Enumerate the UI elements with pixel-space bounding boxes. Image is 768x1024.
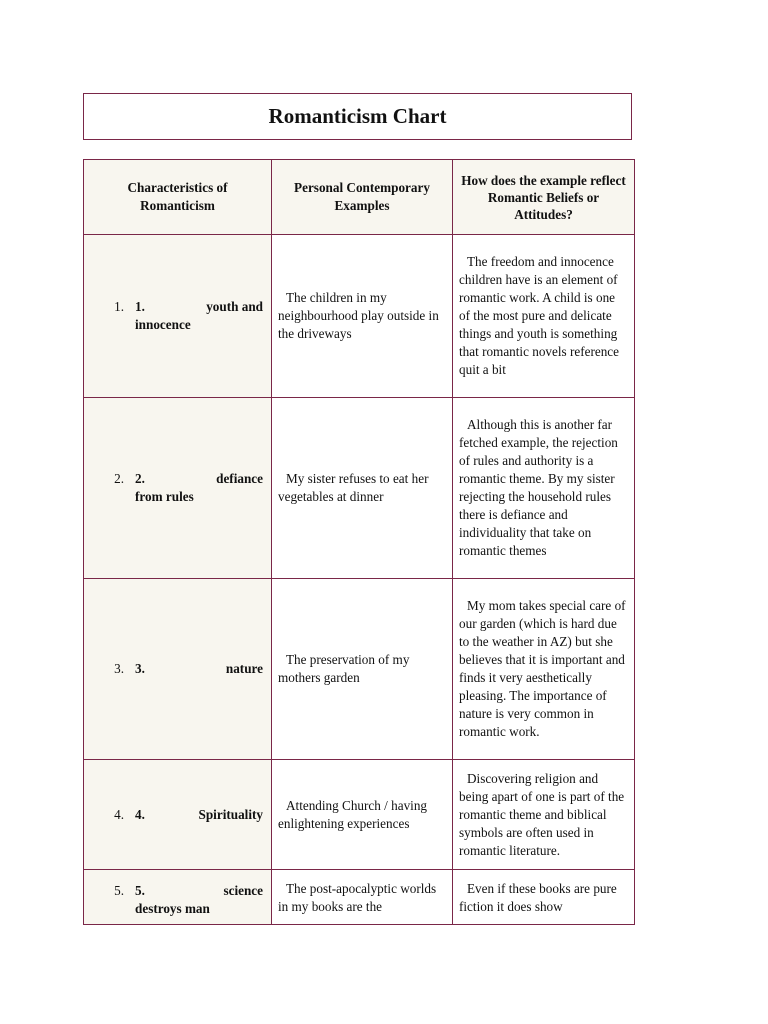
characteristic-first: nature	[225, 661, 263, 676]
item-number: 3.	[135, 661, 145, 676]
example-cell	[272, 870, 453, 925]
reflection-text: The freedom and innocence children have is an element of romantic work. A child is one of the most pure and delicate things and youth is something that romantic novels reference quit a bit	[459, 254, 620, 377]
page-title: Romanticism Chart	[268, 104, 447, 128]
example-text: My sister refuses to eat her vegetables at dinner	[278, 471, 429, 504]
item-number: 2.	[135, 471, 145, 486]
list-number: 3.	[114, 661, 124, 676]
example-text: The preservation of my mothers garden	[278, 652, 410, 685]
table-row	[84, 870, 635, 925]
reflection-text: Although this is another far fetched example, the rejection of rules and authority is a romantic theme. By my sister rejecting the household rules there is defiance and individuality that take on romantic themes	[459, 417, 618, 558]
reflection-cell	[453, 235, 635, 398]
table-row	[84, 398, 635, 579]
characteristic-first: science	[223, 883, 263, 898]
list-number: 4.	[114, 806, 124, 822]
item-number: 4.	[135, 806, 145, 822]
item-number: 5.	[135, 883, 145, 898]
reflection-cell	[453, 398, 635, 579]
characteristic-first: defiance	[216, 471, 263, 486]
header-reflection: How does the example reflect Romantic Beliefs or Attitudes?	[453, 160, 635, 235]
example-text: The children in my neighbourhood play outside in the driveways	[278, 290, 439, 341]
table-row	[84, 760, 635, 870]
example-text: The post-apocalyptic worlds in my books are the	[278, 881, 437, 914]
characteristic-rest: destroys man	[135, 901, 210, 916]
table-row	[84, 235, 635, 398]
reflection-text: My mom takes special care of our garden (which is hard due to the weather in AZ) but she believes that it is important and finds it very aesthetically pleasing. The importance of nature is very common in romantic work.	[459, 598, 626, 739]
list-number: 1.	[114, 299, 124, 314]
reflection-cell	[453, 579, 635, 760]
characteristic-first: Spirituality	[198, 806, 263, 822]
characteristic-cell	[84, 870, 272, 925]
header-row	[84, 160, 635, 235]
characteristic-cell	[84, 579, 272, 760]
example-cell	[272, 235, 453, 398]
characteristic-rest: innocence	[135, 317, 191, 332]
characteristic-rest: from rules	[135, 489, 194, 504]
characteristic-cell	[84, 760, 272, 870]
table-row	[84, 579, 635, 760]
reflection-text: Discovering religion and being apart of one is part of the romantic theme and biblical symbols are often used in romantic literature.	[459, 770, 625, 858]
title-box	[83, 93, 632, 140]
reflection-text: Even if these books are pure fiction it does show	[459, 881, 617, 914]
header-examples: Personal Contemporary Examples	[272, 160, 453, 235]
example-cell	[272, 398, 453, 579]
romanticism-table	[83, 159, 635, 925]
list-number: 2.	[114, 471, 124, 486]
header-characteristics: Characteristics of Romanticism	[84, 160, 272, 235]
reflection-cell	[453, 760, 635, 870]
characteristic-first: youth and	[206, 299, 263, 314]
item-number: 1.	[135, 299, 145, 314]
characteristic-cell	[84, 235, 272, 398]
list-number: 5.	[114, 883, 124, 898]
example-cell	[272, 760, 453, 870]
reflection-cell	[453, 870, 635, 925]
characteristic-cell	[84, 398, 272, 579]
example-text: Attending Church / having enlightening experiences	[278, 797, 428, 831]
example-cell	[272, 579, 453, 760]
